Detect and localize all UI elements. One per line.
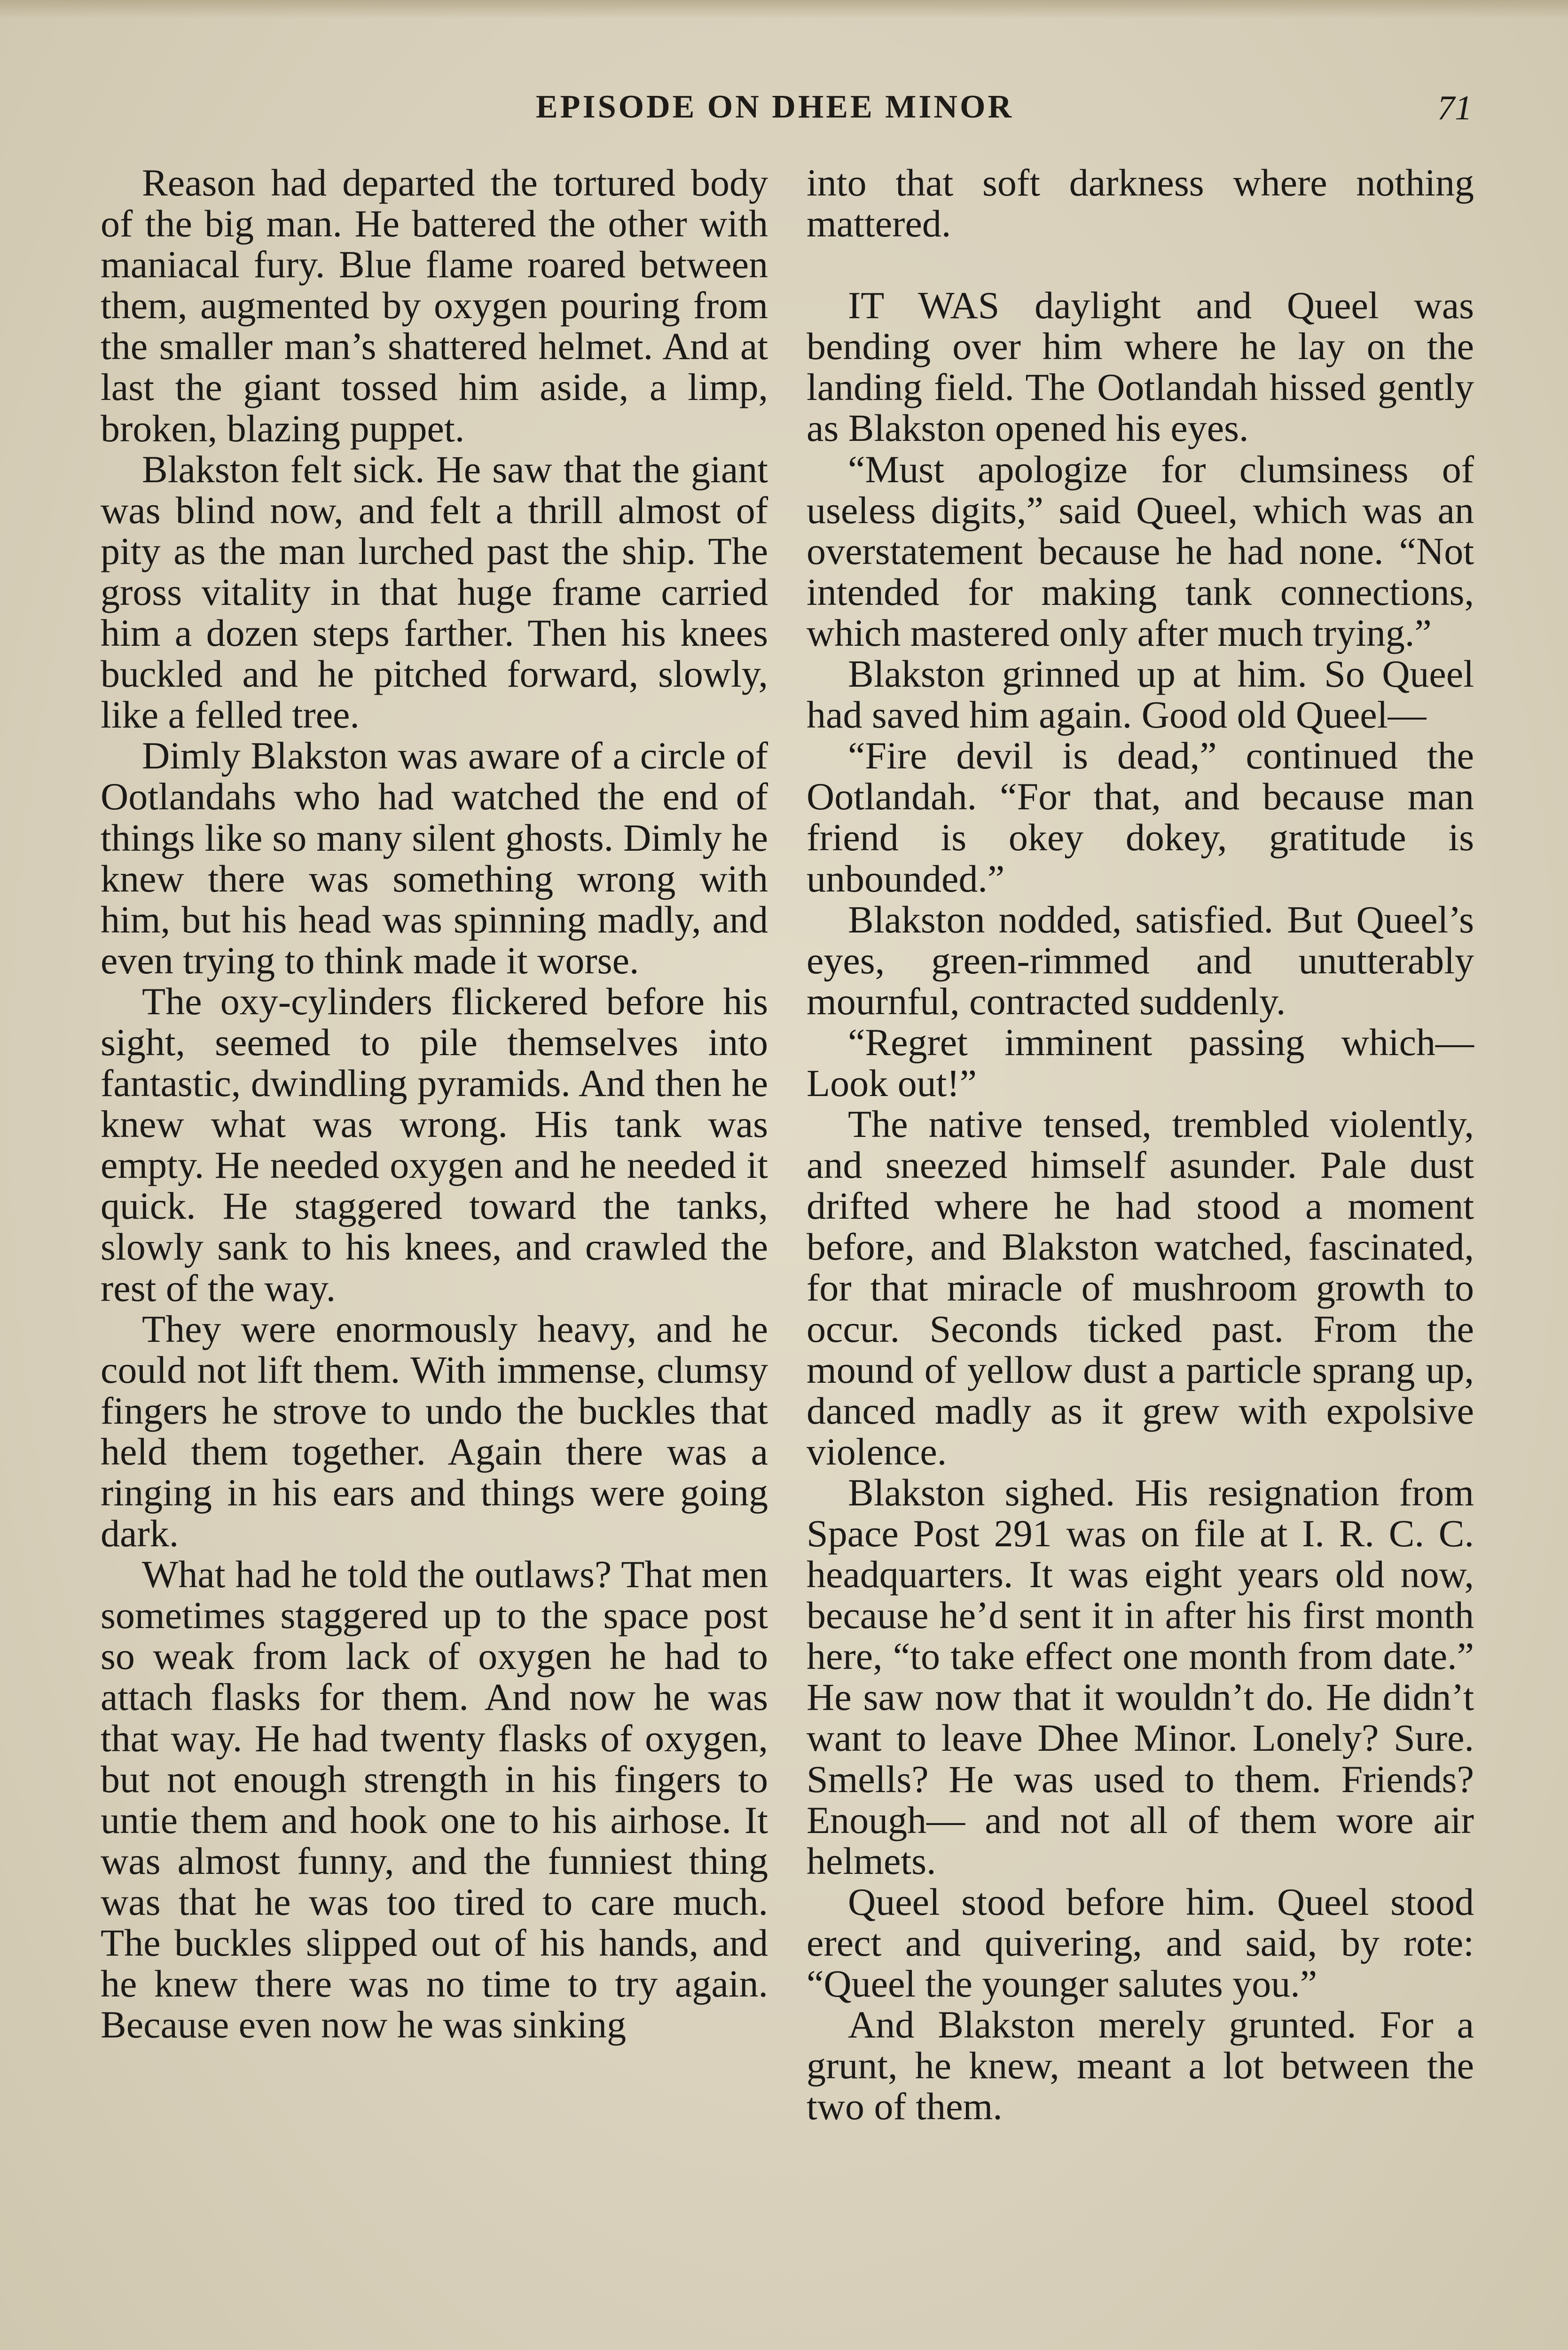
paragraph: The native tensed, trembled violently, and sneezed himself asunder. Pale dust drifted where he had stood a moment before, and Blakston watched, fascinated, for that miracle of mushroom growth to occur. Seconds ticked past. From the mound of yellow dust a particle sprang up, danced madly as it grew with expolsive violence. <box>807 1103 1474 1473</box>
page-header <box>0 88 1568 131</box>
right-column <box>807 162 1474 2127</box>
paragraph: “Fire devil is dead,” continued the Ootlandah. “For that, and because man friend is okey dokey, gratitude is unbounded.” <box>807 734 1474 900</box>
paragraph: The oxy-cylinders flickered before his sight, seemed to pile themselves into fantastic, dwindling pyramids. And then he knew what was wrong. His tank was empty. He needed oxygen and he needed it quick. He staggered toward the tanks, slowly sank to his knees, and crawled the rest of the way. <box>101 979 768 1309</box>
paragraph: Blakston grinned up at him. So Queel had saved him again. Good old Queel— <box>807 652 1474 736</box>
section-start-paragraph: IT WAS daylight and Queel was bending over him where he lay on the landing field. The Ootlandah hissed gently as Blakston opened his eyes. <box>807 284 1474 450</box>
running-title: EPISODE ON DHEE MINOR <box>536 89 1014 125</box>
page-number: 71 <box>1437 89 1472 127</box>
paragraph: “Regret imminent passing which— Look out!” <box>807 1020 1474 1104</box>
paragraph: They were enormously heavy, and he could not lift them. With immense, clumsy fingers he strove to undo the buckles that held them together. Again there was a ringing in his ears and things were going dark. <box>101 1307 768 1555</box>
paragraph: “Must apologize for clumsiness of useless digits,” said Queel, which was an overstatement because he had none. “Not intended for making tank connections, which mastered only after much trying.” <box>807 447 1474 654</box>
paragraph: Dimly Blakston was aware of a circle of Ootlandahs who had watched the end of things like so many silent ghosts. Dimly he knew there was something wrong with him, but his head was spinning madly, and even trying to think made it worse. <box>101 734 768 982</box>
paragraph: Blakston nodded, satisfied. But Queel’s eyes, green-rimmed and unutterably mournful, contracted suddenly. <box>807 898 1474 1023</box>
paragraph: Queel stood before him. Queel stood erect and quivering, and said, by rote: “Queel the younger salutes you.” <box>807 1880 1474 2005</box>
paragraph: And Blakston merely grunted. For a grunt, he knew, meant a lot between the two of them. <box>807 2003 1474 2128</box>
paragraph: Blakston felt sick. He saw that the giant was blind now, and felt a thrill almost of pity as the man lurched past the ship. The gross vitality in that huge frame carried him a dozen steps farther. Then his knees buckled and he pitched forward, slowly, like a felled tree. <box>101 447 768 736</box>
left-column <box>101 162 768 2045</box>
paragraph-continuation: into that soft darkness where nothing mattered. <box>807 161 1474 245</box>
paragraph: Blakston sighed. His resignation from Space Post 291 was on file at I. R. C. C. headquarters. It was eight years old now, because he’d sent it in after his first month here, “to take effect one month from date.” He saw now that it wouldn’t do. He didn’t want to leave Dhee Minor. Lonely? Sure. Smells? He was used to them. Friends? Enough— and not all of them wore air helmets. <box>807 1471 1474 1882</box>
page-edge-shadow <box>0 0 1568 19</box>
paragraph: What had he told the outlaws? That men sometimes staggered up to the space post so weak from lack of oxygen he had to attach flasks for them. And now he was that way. He had twenty flasks of oxygen, but not enough strength in his fingers to untie them and hook one to his airhose. It was almost funny, and the funniest thing was that he was too tired to care much. The buckles slipped out of his hands, and he knew there was no time to try again. Because even now he was sinking <box>101 1553 768 2046</box>
paragraph: Reason had departed the tortured body of the big man. He battered the other with maniacal fury. Blue flame roared between them, augmented by oxygen pouring from the smaller man’s shattered helmet. And at last the giant tossed him aside, a limp, broken, blazing puppet. <box>101 161 768 450</box>
